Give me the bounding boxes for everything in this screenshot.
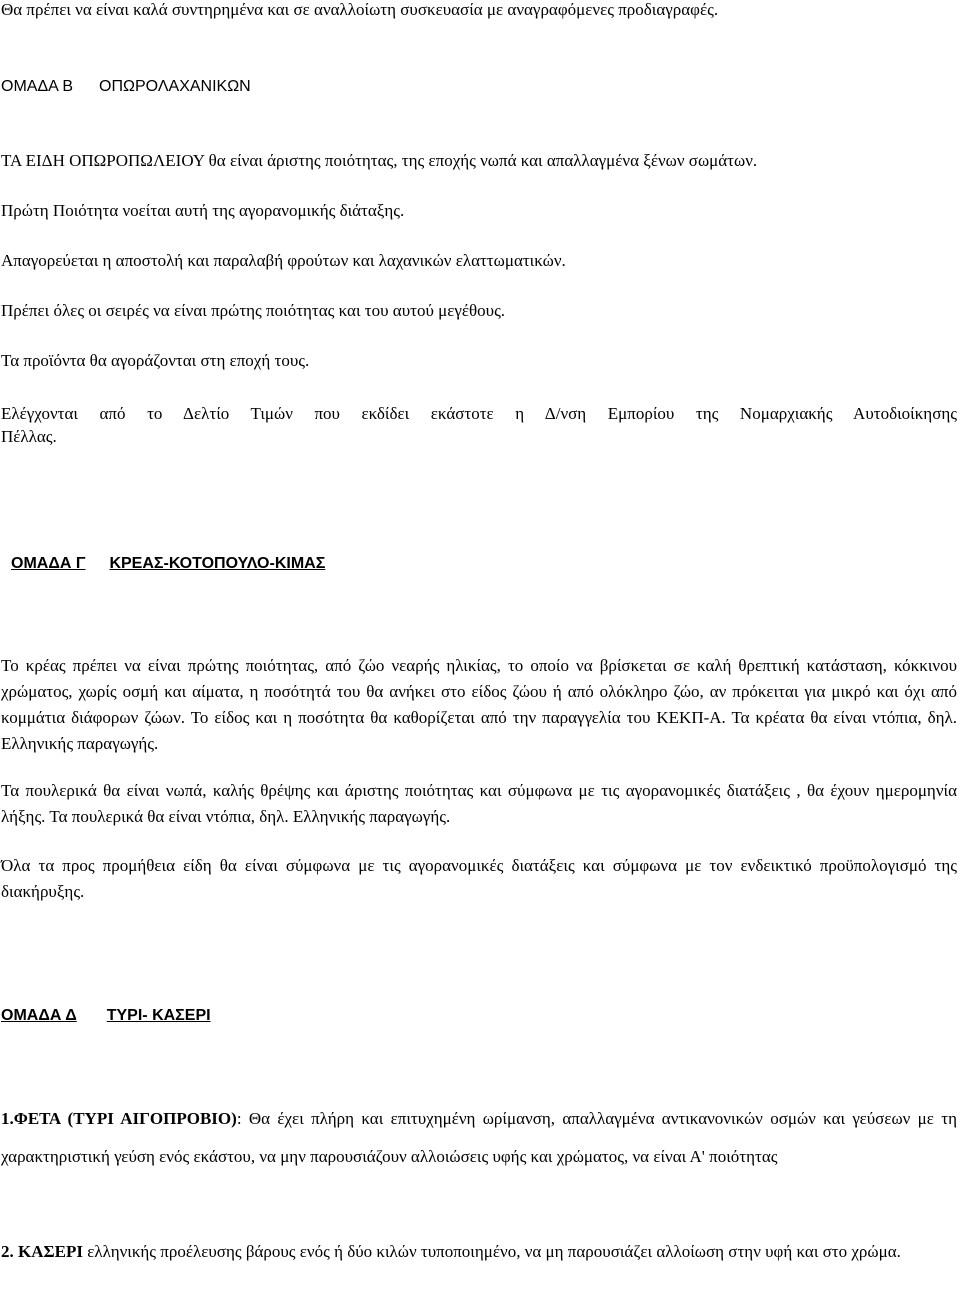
group-c-label: ΟΜΑΔΑ Γ [11, 555, 86, 572]
group-b-paragraph-4: Πρέπει όλες οι σειρές να είναι πρώτης ποιότητας και του αυτού μεγέθους. [1, 301, 506, 320]
group-c-paragraph-3: Όλα τα προς προμήθεια είδη θα είναι σύμφωνα με τις αγορανομικές διατάξεις και σύμφωνα με τον ενδεικτικό προϋπολογισμό της διακήρυξης. [1, 856, 957, 901]
group-b-p1-bold: ΤΑ ΕΙΔΗ ΟΠΩΡΟΠΩΛΕΙΟΥ [1, 151, 205, 170]
group-b-paragraph-1 [1, 151, 757, 171]
group-c-paragraph-1: Το κρέας πρέπει να είναι πρώτης ποιότητας, από ζώο νεαρής ηλικίας, το οποίο να βρίσκεται σε καλή θρεπτική κατάσταση, κόκκινου χρώματος, χωρίς οσμή και αίματα, η ποσότητά του θα ανήκει στο είδος ζώου ή από ολόκληρο ζώο, αν πρόκειται για μικρό και όχι από κομμάτια διάφορων ζώων. Το είδος και η ποσότητα θα καθορίζεται από την παραγγελία του ΚΕΚΠ-Α. Τα κρέατα θα είναι ντόπια, δηλ. Ελληνικής παραγωγής. [1, 656, 957, 753]
intro-text: Θα πρέπει να είναι καλά συντηρημένα και σε αναλλοίωτη συσκευασία με αναγραφόμενες προδιαγραφές. [1, 0, 719, 19]
group-c-paragraph-2: Τα πουλερικά θα είναι νωπά, καλής θρέψης και άριστης ποιότητας και σύμφωνα με τις αγορανομικές διατάξεις , θα έχουν ημερομηνία λήξης. Τα πουλερικά θα είναι ντόπια, δηλ. Ελληνικής παραγωγής. [1, 781, 957, 826]
group-d-item-1-bold: 1.ΦΕΤΑ (ΤΥΡΙ ΑΙΓΟΠΡΟΒΙΟ) [1, 1109, 237, 1128]
group-d-label: ΟΜΑΔΑ Δ [1, 1007, 77, 1024]
group-b-label: ΟΜΑΔΑ Β [1, 78, 74, 95]
group-d-item-2 [1, 1233, 957, 1271]
group-b-paragraph-6-line-1: Ελέγχονται από το Δελτίο Τιμών που εκδίδει εκάστοτε η Δ/νση Εμπορίου της Νομαρχιακής Αυτοδιοίκησης [1, 404, 957, 423]
group-d-title: ΤΥΡΙ- ΚΑΣΕΡΙ [106, 1007, 211, 1024]
group-b-paragraph-2: Πρώτη Ποιότητα νοείται αυτή της αγορανομικής διάταξης. [1, 201, 405, 220]
group-d-item-1-rest: : Θα έχει πλήρη και επιτυχημένη ωρίμανση, απαλλαγμένα αντικανονικών οσμών και γεύσεων με τη χαρακτηριστική γεύση ενός εκάστου, να μην παρουσιάζουν αλλοιώσεις υφής και χρώματος, να είναι Α' ποιότητας [1, 1109, 957, 1166]
group-b-heading [1, 77, 251, 97]
group-b-p1-rest: θα είναι άριστης ποιότητας, της εποχής νωπά και απαλλαγμένα ξένων σωμάτων. [204, 151, 758, 170]
group-c-heading [11, 554, 325, 574]
group-d-heading [1, 1006, 211, 1026]
group-b-paragraph-6-line-2: Πέλλας. [1, 427, 57, 446]
group-b-title: ΟΠΩΡΟΛΑΧΑΝΙΚΩΝ [99, 78, 251, 95]
group-d-item-2-rest: ελληνικής προέλευσης βάρους ενός ή δύο κιλών τυποποιημένο, να μη παρουσιάζει αλλοίωση στην υφή και στο χρώμα. [82, 1242, 901, 1261]
group-b-paragraph-5: Τα προϊόντα θα αγοράζονται στη εποχή τους. [1, 351, 310, 370]
group-c-title: ΚΡΕΑΣ-ΚΟΤΟΠΟΥΛΟ-ΚΙΜΑΣ [109, 555, 326, 572]
group-b-paragraph-3: Απαγορεύεται η αποστολή και παραλαβή φρούτων και λαχανικών ελαττωματικών. [1, 251, 566, 270]
group-d-item-1 [1, 1100, 957, 1176]
group-d-item-2-bold: 2. ΚΑΣΕΡΙ [1, 1242, 83, 1261]
